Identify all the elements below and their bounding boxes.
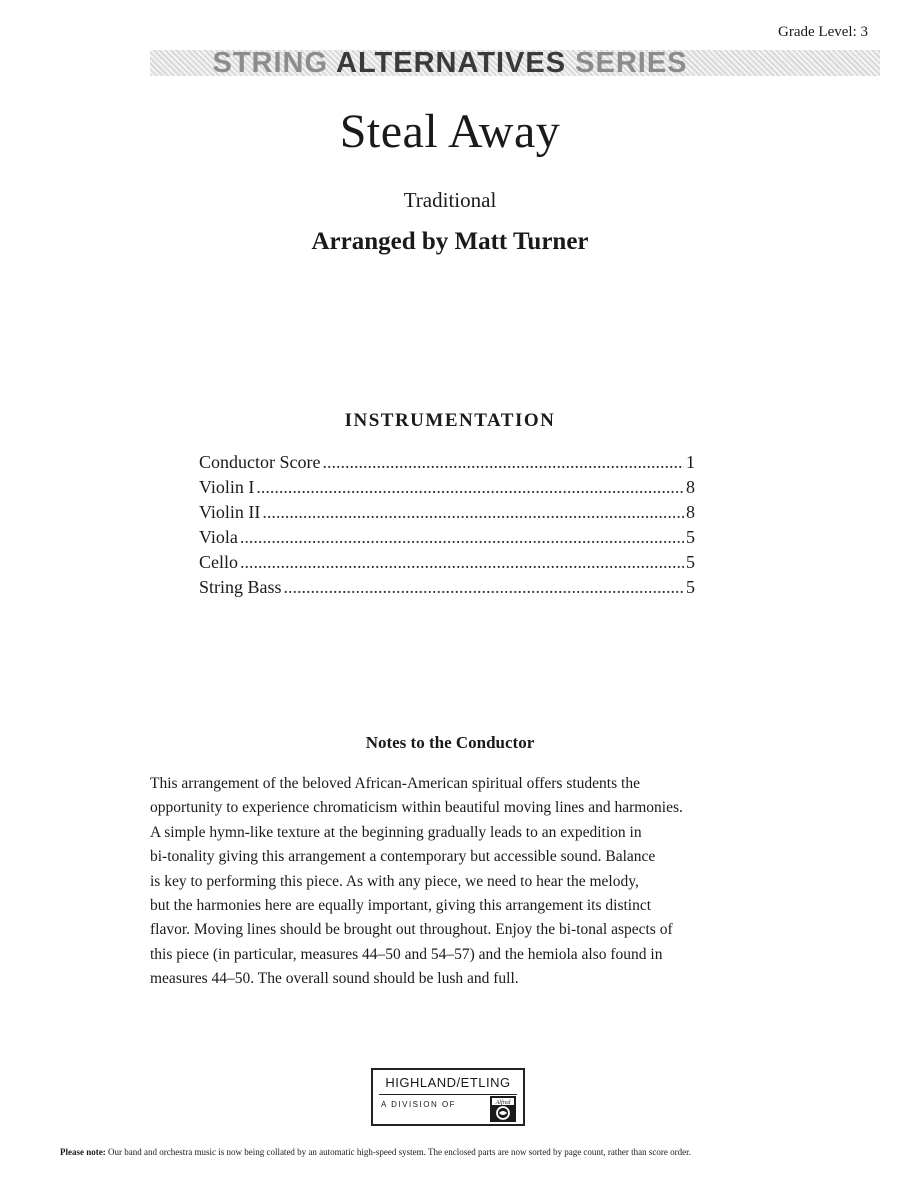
notes-line: but the harmonies here are equally important, giving this arrangement its distinct	[150, 897, 652, 915]
series-word-alternatives: ALTERNATIVES	[336, 47, 567, 79]
instrumentation-item	[199, 450, 695, 475]
instrumentation-item	[199, 550, 695, 575]
instrument-name: Violin II	[199, 502, 261, 522]
instrument-name: String Bass	[199, 577, 282, 597]
instrumentation-item	[199, 500, 695, 525]
notes-line: measures 44–50. The overall sound should be lush and full.	[150, 970, 519, 988]
leader-dots	[262, 500, 684, 525]
logo-divider	[379, 1094, 517, 1095]
notes-line: flavor. Moving lines should be brought out throughout. Enjoy the bi-tonal aspects of	[150, 921, 673, 939]
publisher-brand: HIGHLAND/ETLING	[385, 1075, 511, 1090]
instrumentation-item	[199, 575, 695, 600]
notes-line: bi-tonality giving this arrangement a contemporary but accessible sound. Balance	[150, 848, 656, 866]
part-count: 8	[686, 477, 695, 497]
notes-line: this piece (in particular, measures 44–50 and 54–57) and the hemiola also found in	[150, 945, 663, 963]
instrumentation-item	[199, 475, 695, 500]
notes-line: This arrangement of the beloved African-American spiritual offers students the	[150, 775, 640, 792]
series-word-string: STRING	[212, 47, 329, 79]
svg-text:Alfred: Alfred	[495, 1100, 511, 1106]
leader-dots	[240, 525, 684, 550]
series-word-series: SERIES	[575, 47, 688, 79]
publisher-logo	[371, 1068, 525, 1126]
part-count: 5	[686, 552, 695, 572]
leader-dots	[322, 450, 684, 475]
leader-dots	[240, 550, 684, 575]
footnote-label: Please note:	[60, 1147, 106, 1157]
notes-paragraph	[150, 772, 750, 992]
piece-title: Steal Away	[339, 105, 561, 158]
publisher-division-text: A DIVISION OF	[381, 1100, 457, 1109]
part-count: 5	[686, 527, 695, 547]
instrument-name: Viola	[199, 527, 238, 547]
arranger-credit: Arranged by Matt Turner	[311, 228, 589, 255]
grade-level: Grade Level: 3	[778, 24, 868, 40]
leader-dots	[256, 475, 684, 500]
instrument-name: Cello	[199, 552, 238, 572]
part-count: 5	[686, 577, 695, 597]
collation-footnote	[60, 1146, 860, 1158]
notes-line: A simple hymn-like texture at the beginning gradually leads to an expedition in	[150, 823, 642, 841]
leader-dots	[284, 575, 684, 600]
part-count: 8	[686, 502, 695, 522]
instrumentation-item	[199, 525, 695, 550]
notes-heading: Notes to the Conductor	[365, 733, 535, 752]
part-count: 1	[686, 452, 695, 472]
footnote-text: Our band and orchestra music is now being collated by an automatic high-speed system. The enclosed parts are now sorted by page count, rather than score order.	[107, 1147, 691, 1157]
instrumentation-list	[199, 450, 695, 600]
notes-line: is key to performing this piece. As with any piece, we need to hear the melody,	[150, 872, 639, 890]
instrument-name: Violin I	[199, 477, 255, 497]
composer-credit: Traditional	[403, 188, 497, 212]
alfred-logo-icon	[490, 1096, 516, 1122]
instrument-name: Conductor Score	[199, 452, 321, 472]
series-banner	[0, 46, 900, 80]
instrumentation-heading: INSTRUMENTATION	[344, 410, 556, 431]
notes-line: opportunity to experience chromaticism within beautiful moving lines and harmonies.	[150, 799, 683, 817]
